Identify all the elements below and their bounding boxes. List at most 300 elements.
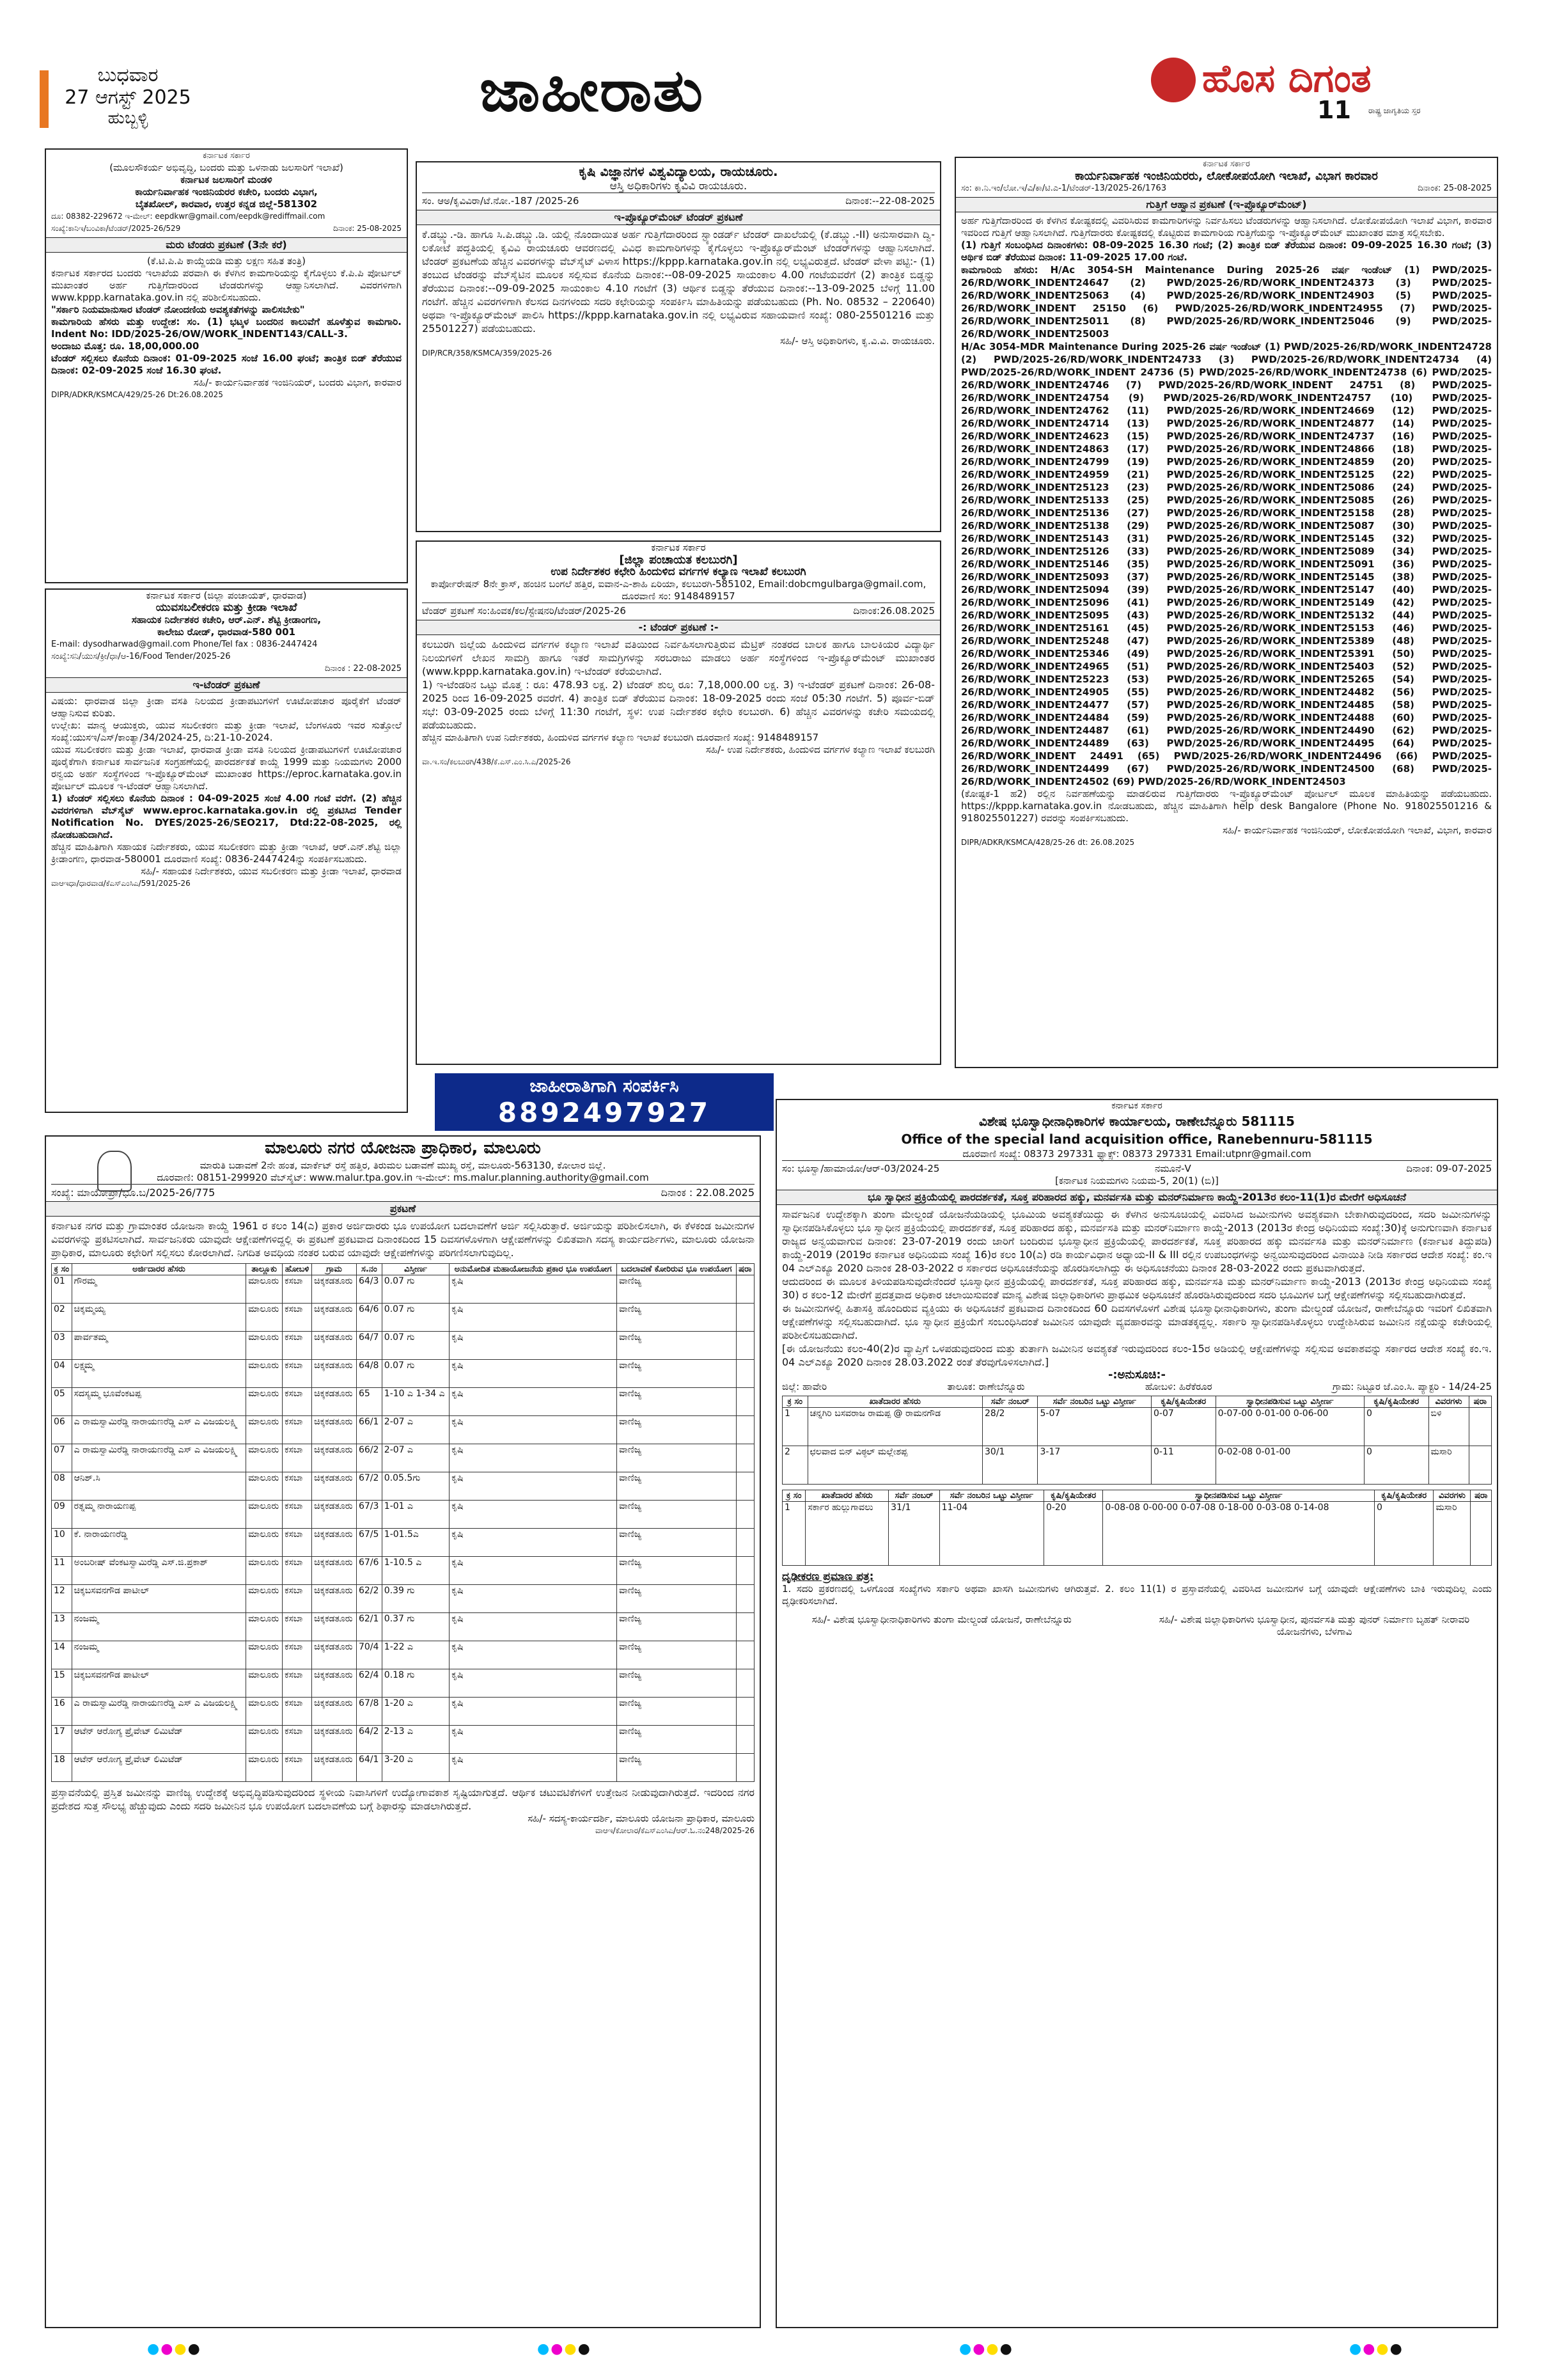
table-cell: [736, 1641, 754, 1669]
table-cell: [736, 1698, 754, 1726]
ad-ref-row: [422, 193, 935, 207]
registration-marks-center: ●●●●: [537, 2341, 591, 2357]
column-header: ಷರಾ: [736, 1264, 754, 1275]
ad-date: ದಿನಾಂಕ: 25-08-2025: [1418, 184, 1492, 193]
page-number: 11: [1317, 96, 1351, 124]
table-cell: 62/2: [356, 1585, 382, 1613]
column-header: ಅನುಮೋದಿತ ಮಹಾಯೋಜನೆಯ ಪ್ರಕಾರ ಭೂ ಉಪಯೋಗ: [450, 1264, 617, 1275]
table-cell: ಕಸಬಾ: [283, 1444, 312, 1472]
ad-date: ದಿನಾಂಕ:26.08.2025: [853, 605, 935, 617]
table-cell: ಚಿಕ್ಕಕಡತೂರು: [312, 1388, 357, 1416]
column-header: ಸರ್ವೆ ನಂಬರಿನ ಒಟ್ಟು ವಿಸ್ತೀರ್ಣ: [1038, 1396, 1152, 1408]
table-cell: [736, 1275, 754, 1304]
table-cell: 12: [52, 1585, 72, 1613]
table-cell: ಕಸಬಾ: [283, 1332, 312, 1360]
table-cell: [1469, 1446, 1491, 1485]
table-cell: ಸರ್ಕಾರ ಹುಲ್ಲುಗಾವಲು: [806, 1502, 889, 1566]
table-cell: 11: [52, 1557, 72, 1585]
table-cell: [736, 1501, 754, 1529]
table-cell: 01: [52, 1275, 72, 1304]
table-cell: ಚಿಕ್ಕಕಡತೂರು: [312, 1304, 357, 1332]
ad-note: (ಕೋಷ್ಟಕ-1 ಹ2) ರಲ್ಲಿನ ನಿರ್ವಹಣೆಯನ್ನು ಮಾಡಲಿರುವ ಗುತ್ತಿಗೆದಾರರು ಇ-ಪ್ರೊಕ್ಯೂರ್‌ಮೆಂಟ್ ಪೋರ್ಟಲ್ ಮೂಲಕ ಮಾಹಿತಿಯನ್ನು ಪಡೆಯಬಹುದು. https://kppp.karnataka.gov.in ನೋಡಬಹುದು, ಹೆಚ್ಚಿನ ಮಾಹಿತಿಗಾಗಿ help desk Bangalore (Phone No. 918025501216 & 918025501227) ರವರನ್ನು ಸಂಪರ್ಕಿಸಬಹುದು.: [961, 788, 1492, 824]
column-header: ಕೃಷಿ/ಕೃಷಿಯೇತರ: [1152, 1396, 1216, 1408]
table-cell: ಕೃಷಿ: [450, 1388, 617, 1416]
table-row: [52, 1641, 755, 1669]
ad-indent-list-1: ಕಾಮಗಾರಿಯ ಹೆಸರು: H/Ac 3054-SH Maintenance During 2025-26 ವರ್ಷ ಇಂಡೆಂಟ್ (1) PWD/2025-26/RD/WORK_INDENT24647 (2) PWD/2025-26/RD/WORK_INDENT24373 (3) PWD/2025-26/RD/WORK_INDENT25063 (4) PWD/2025-26/RD/WORK_INDENT24903 (5) PWD/2025-26/RD/WORK_INDENT 25150 (6) PWD/2025-26/RD/WORK_INDENT24955 (7) PWD/2025-26/RD/WORK_INDENT25011 (8) PWD/2025-26/RD/WORK_INDENT25046 (9) PWD/2025-26/RD/WORK_INDENT25003: [961, 264, 1492, 340]
ad-board: ಕರ್ನಾಟಕ ಜಲಸಾರಿಗೆ ಮಂಡಳಿ: [180, 174, 272, 185]
table-cell: ಚಿಕ್ಕಕಡತೂರು: [312, 1529, 357, 1557]
cert-title: ದೃಢೀಕರಣ ಪ್ರಮಾಣ ಪತ್ರ:: [782, 1570, 874, 1583]
table-cell: 64/6: [356, 1304, 382, 1332]
table-cell: 06: [52, 1416, 72, 1444]
table-cell: 3-20 ಎ: [382, 1754, 449, 1782]
hobli: ಹೋಬಳಿ: ಹಿರೆಕೆರೂರ: [1145, 1381, 1212, 1392]
table-cell: ಚಿಕ್ಕಮ್ಮಯ್ಯ: [72, 1304, 246, 1332]
table-cell: ಚಿಕ್ಕಕಡತೂರು: [312, 1698, 357, 1726]
table-cell: 67/8: [356, 1698, 382, 1726]
table-cell: ಕಸಬಾ: [283, 1304, 312, 1332]
table-cell: 0.07 ಗು: [382, 1275, 449, 1304]
table-cell: [736, 1613, 754, 1641]
ad-address: ಬೈತಖೋಲ್, ಕಾರವಾರ, ಉತ್ತರ ಕನ್ನಡ ಜಿಲ್ಲೆ-581302: [135, 198, 318, 210]
logo-emblem-icon: [1151, 58, 1196, 102]
table-cell: ಮಾಲೂರು: [246, 1332, 283, 1360]
ad-gov: ಕರ್ನಾಟಕ ಸರ್ಕಾರ: [1203, 159, 1250, 169]
table-cell: 0.37 ಗು: [382, 1613, 449, 1641]
column-header: ಸ್ವಾಧೀನಪಡಿಸುವ ಒಟ್ಟು ವಿಸ್ತೀರ್ಣ: [1216, 1396, 1364, 1408]
table-cell: [736, 1529, 754, 1557]
table-cell: ಕೃಷಿ: [450, 1304, 617, 1332]
column-header: ಸರ್ವೆ ನಂಬರಿನ ಒಟ್ಟು ವಿಸ್ತೀರ್ಣ: [939, 1490, 1044, 1502]
ad-subtitle: ಪ್ರಕಟಣೆ: [46, 1201, 760, 1217]
ad-dip-code: DIP/RCR/358/KSMCA/359/2025-26: [422, 349, 552, 358]
table-cell: 1: [783, 1502, 806, 1566]
table-cell: ಮಾಲೂರು: [246, 1501, 283, 1529]
table-cell: ಮಾಲೂರು: [246, 1416, 283, 1444]
ad-bcw-tender: [416, 540, 941, 1065]
ad-body-1: ಸಾರ್ವಜನಿಕ ಉದ್ದೇಶಕ್ಕಾಗಿ ತುಂಗಾ ಮೇಲ್ದಂಡೆ ಯೋಜನೆಯಡಿಯಲ್ಲಿ ಭೂಮಿಯ ಅವಶ್ಯಕತೆಯಿದ್ದು ಈ ಕೆಳಗಿನ ಅನುಸೂಚಿಯಲ್ಲಿ ವಿವರಿಸಿದ ಜಮೀನುಗಳು ಅವಶ್ಯಕವಾಗಿ ಬೇಕಾಗಿರುವುದರಿಂದ, ಸದರಿ ಜಮೀನುಗಳನ್ನು ಸ್ವಾಧೀನಪಡಿಸಿಕೊಳ್ಳಲು ಭೂ ಸ್ವಾಧೀನ ಪ್ರಕ್ರಿಯೆಯಲ್ಲಿ ಪಾರದರ್ಶಕತೆ, ಸೂಕ್ತ ಪರಿಹಾರದ ಹಕ್ಕು, ಮನರ್ವಸತಿ ಮತ್ತು ಮನರ್‌ನಿರ್ಮಾಣ ಕಾಯ್ದೆ-2013 (2013ರ ಕೇಂದ್ರ ಅಧಿನಿಯಮ ಸಂಖ್ಯೆ:30)ಕ್ಕೆ ಅನುಗುಣವಾಗಿ ಕರ್ನಾಟಕ ರಾಜ್ಯದ ಅನ್ವಯವಾಗುವ ದಿನಾಂಕ: 23-07-2019 ರಂದು ಜಾರಿಗೆ ಬಂದಿರುವ ಭೂಸ್ವಾಧೀನ ಪ್ರಕ್ರಿಯೆಯಲ್ಲಿ ಪಾರದರ್ಶಕತೆ, ಸೂಕ್ತ ಪರಿಹಾರದ ಹಕ್ಕು ಮನರ್ವಸತಿ ಮತ್ತು ಮನರ್‌ನಿರ್ಮಾಣ (ಕರ್ನಾಟಕ ತಿದ್ದುಪಡಿ) ಕಾಯ್ದೆ-2019 (2019ರ ಕರ್ನಾಟಕ ಅಧಿನಿಯಮ ಸಂಖ್ಯೆ 16)ರ ಕಲಂ 10(ಎ) ರಡಿ ಕಾರ್ಯವಿಧಾನ ಅಧ್ಯಾಯ-II & III ರಲ್ಲಿನ ಉಪಬಂಧಗಳನ್ನು ಅನ್ವಯಿಸುವುದರಿಂದ ವಿನಾಯಿತಿ ನೀಡಿ ಸರ್ಕಾರದ ಆದೇಶ ಸಂಖ್ಯೆ: ಕಂ.ಇ 04 ಎಲ್ಎಕ್ಯೂ 2020 ದಿನಾಂಕ 28-03-2022 ರ ಸರ್ಕಾರದ ಅಧಿಸೂಚನೆಯನ್ನು ಹೊರಡಿಸಲಾಗಿದ್ದು ಈ ಅಧಿಸೂಚನೆಯು ದಿನಾಂಕ 28-03-2022 ರಂದು ಪ್ರಕಟವಾಗಿರುತ್ತದೆ.: [782, 1208, 1492, 1274]
table-cell: 64/3: [356, 1275, 382, 1304]
column-header: ಕೃಷಿ/ಕೃಷಿಯೇತರ: [1044, 1490, 1102, 1502]
table-cell: ವಾಣಿಜ್ಯ: [617, 1275, 737, 1304]
table-cell: ಕೃಷಿ: [450, 1641, 617, 1669]
table-cell: ಕಸಬಾ: [283, 1501, 312, 1529]
ad-footer: ಪ್ರಸ್ತಾವನೆಯಲ್ಲಿ ಪ್ರಸ್ತಿತ ಜಮೀನನ್ನು ವಾಣಿಜ್ಯ ಉದ್ದೇಶಕ್ಕೆ ಅಭಿವೃದ್ಧಿಪಡಿಸುವುದರಿಂದ ಸ್ಥಳೀಯ ನಿವಾಸಿಗಳಿಗೆ ಉದ್ಯೋಗಾವಕಾಶ ಸೃಷ್ಟಿಯಾಗುತ್ತದೆ. ಆರ್ಥಿಕ ಚಟುವಟಿಕೆಗಳಿಗೆ ಉತ್ತೇಜನ ನೀಡುವುದಾಗಿರುತ್ತದೆ. ಇದರಿಂದ ನಗರ ಪ್ರದೇಶದ ಸುತ್ತ ಸೌಲಭ್ಯ ಹೆಚ್ಚುವುದು ಎಂದು ಸದರಿ ಜಮೀನಿನ ಭೂ ಉಪಯೋಗ ಬದಲಾವಣೆಯ ಬಗ್ಗೆ ಶಿಫಾರಸ್ಸು ಮಾಡಲಾಗಿರುತ್ತದೆ.: [51, 1786, 755, 1812]
ad-body: ಕಲಬುರಗಿ ಜಿಲ್ಲೆಯ ಹಿಂದುಳಿದ ವರ್ಗಗಳ ಕಲ್ಯಾಣ ಇಲಾಖೆ ವತಿಯಿಂದ ನಿರ್ವಹಿಸಲಾಗುತ್ತಿರುವ ಮೆಟ್ರಿಕ್ ನಂತರದ ಬಾಲಕ ಹಾಗೂ ಬಾಲಕಿಯರ ವಿದ್ಯಾರ್ಥಿ ನಿಲಯಗಳಿಗೆ ಲೇಖನ ಸಾಮಗ್ರಿ ಹಾಗೂ ಇತರೆ ಸಾಮಗ್ರಿಗಳನ್ನು ಸರಬರಾಜು ಮಾಡಲು ಅರ್ಹ ಸಂಸ್ಥೆಗಳಿಂದ ಇ-ಪ್ರೊಕ್ಯೂರ್‌ಮೆಂಟ್ ಮುಖಾಂತರ (www.kppp.karnataka.gov.in) ಇ-ಟೆಂಡರ್ ಕರೆಯಲಾಗಿದೆ.: [422, 638, 935, 677]
band-phone-number: 8892497927: [497, 1097, 711, 1128]
table-cell: 3-17: [1038, 1446, 1152, 1485]
table-cell: ವಾಣಿಜ್ಯ: [617, 1613, 737, 1641]
table-cell: 62/4: [356, 1669, 382, 1698]
table-cell: [736, 1416, 754, 1444]
ad-office: ಕಾರ್ಯನಿರ್ವಾಹಕ ಇಂಜಿನಿಯರರ ಕಚೇರಿ, ಬಂದರು ವಿಭಾಗ,: [135, 186, 318, 198]
schedule-title: -:ಅನುಸೂಚಿ:-: [1107, 1368, 1166, 1382]
ad-ref: ಸಂಖ್ಯೆ:ಸನಿ/ಯುಸ/ಕ್ರೀ/ಧಾ/ಆ-16/Food Tender/2025-26: [51, 652, 231, 661]
ad-land-acquisition: [776, 1099, 1498, 2328]
table-cell: ಎ ರಾಮಸ್ವಾಮಿರೆಡ್ಡಿ ನಾರಾಯಣರೆಡ್ಡಿ ಎಸ್ ಎ ವಿಜಯಲಕ್ಷ್ಮಿ: [72, 1444, 246, 1472]
table-cell: ಕೃಷಿ: [450, 1444, 617, 1472]
table-cell: ನಂಜಮ್ಮ: [72, 1641, 246, 1669]
table-cell: 0.39 ಗು: [382, 1585, 449, 1613]
ad-body: ಕರ್ನಾಟಕ ಸರ್ಕಾರದ ಬಂದರು ಇಲಾಖೆಯ ಪರವಾಗಿ ಈ ಕೆಳಗಿನ ಕಾಮಗಾರಿಯನ್ನು ಕೈಗೊಳ್ಳಲು ಕೆ.ಪಿ.ಪಿ ಪೋರ್ಟಲ್ ಮುಖಾಂತರ ಅರ್ಹ ಗುತ್ತಿಗೆದಾರರಿಂದ ಟೆಂಡರುಗಳನ್ನು ಆಹ್ವಾನಿಸಲಾಗಿದೆ. ವಿವರಗಳಿಗಾಗಿ www.kppp.karnataka.gov.in ನಲ್ಲಿ ಪರಿಶೀಲಿಸಬಹುದು.: [51, 267, 402, 303]
ad-body-quote: "ಸರ್ಕಾರಿ ನಿಯಮಾನುಸಾರ ಟೆಂಡರ್ ನೋಂದಣಿಯ ಅವಶ್ಯಕತೆಗಳನ್ನು ಪಾಲಿಸಬೇಕು": [51, 304, 305, 315]
table-row: [783, 1446, 1492, 1485]
ad-signature: ಸಹಿ/- ಕಾರ್ಯನಿರ್ವಾಹಕ ಇಂಜಿನಿಯರ್, ಬಂದರು ವಿಭಾಗ, ಕಾರವಾರ: [193, 377, 402, 388]
table-cell: ಮಾಲೂರು: [246, 1698, 283, 1726]
ad-ref: ಟೆಂಡರ್ ಪ್ರಕಟಣೆ ಸಂ:ಹಿಂವಕ/ಕಲ/ಸ್ಟೇಷನರಿ/ಟೆಂಡರ್/2025-26: [422, 605, 626, 617]
table-cell: ಕೆ. ನಾರಾಯಣರೆಡ್ಡಿ: [72, 1529, 246, 1557]
ad-title: ಇ-ಟೆಂಡರ್ ಪ್ರಕಟಣೆ: [46, 677, 407, 693]
table-cell: ಚಿಕ್ಕಕಡತೂರು: [312, 1501, 357, 1529]
table-cell: ರತ್ನಮ್ಮ ನಾರಾಯಣಪ್ಪ: [72, 1501, 246, 1529]
table-cell: [736, 1557, 754, 1585]
ad-points: 1) ಇ-ಟೆಂಡರಿನ ಒಟ್ಟು ಮೊತ್ತ : ರೂ: 478.93 ಲಕ್ಷ. 2) ಟೆಂಡರ್ ಶುಲ್ಕ ರೂ: 7,18,000.00 ಲಕ್ಷ. 3) ಇ-ಟೆಂಡರ್ ಪ್ರಕಟಣೆ ದಿನಾಂಕ: 26-08-2025 ರಿಂದ 16-09-2025 ರವರೆಗೆ. 4) ತಾಂತ್ರಿಕ ಬಿಡ್ ತೆರೆಯುವ ದಿನಾಂಕ: 18-09-2025 ರಂದು ಸಂಜೆ 05:30 ಗಂಟೆಗೆ. 5) ಪೂರ್ವ-ಬಿಡ್ ಸಭೆ: 03-09-2025 ರಂದು ಬೆಳಿಗ್ಗೆ 11:30 ಗಂಟೆಗೆ, ಸ್ಥಳ: ಉಪ ನಿರ್ದೇಶಕರ ಕಛೇರಿ ಕಲಬುರಗಿ. 6) ಹೆಚ್ಚಿನ ವಿವರಗಳನ್ನು ಕಚೇರಿ ಸಮಯದಲ್ಲಿ ಪಡೆಯಬಹುದು.: [422, 679, 935, 731]
schedule-table-1: [782, 1396, 1492, 1485]
ad-gov: ಕರ್ನಾಟಕ ಸರ್ಕಾರ: [203, 151, 250, 161]
table-cell: ಕಸಬಾ: [283, 1275, 312, 1304]
table-row: [783, 1408, 1492, 1446]
table-cell: ಕೃಷಿ: [450, 1613, 617, 1641]
table-cell: ಅಂಬರೀಷ್ ವೆಂಕಟಸ್ವಾಮಿರೆಡ್ಡಿ ಎಸ್.ಜಿ.ಪ್ರಕಾಶ್: [72, 1557, 246, 1585]
table-cell: ಚಿಕ್ಕಕಡತೂರು: [312, 1275, 357, 1304]
table-cell: ಚಿಕ್ಕಕಡತೂರು: [312, 1332, 357, 1360]
table-cell: 65: [356, 1388, 382, 1416]
table-cell: 0-07: [1152, 1408, 1216, 1446]
issue-date: 27 ಆಗಸ್ಟ್ 2025: [65, 86, 191, 109]
table-cell: ಸದಸ್ಯಮ್ಮ ಭೂವೆಂಕಟಪ್ಪ: [72, 1388, 246, 1416]
table-cell: 31/1: [889, 1502, 940, 1566]
table-cell: 2-07 ಎ: [382, 1416, 449, 1444]
ad-ref-row: [51, 1184, 755, 1199]
ad-amount: ಅಂದಾಜು ಮೊತ್ತ: ರೂ. 18,00,000.00: [51, 340, 199, 352]
ad-points: 1) ಟೆಂಡರ್ ಸಲ್ಲಿಸಲು ಕೊನೆಯ ದಿನಾಂಕ : 04-09-2025 ಸಂಜೆ 4.00 ಗಂಟೆ ವರೆಗೆ. (2) ಹೆಚ್ಚಿನ ವಿವರಗಳಿಗಾಗಿ ವೆಬ್‌ಸೈಟ್ www.eproc.karnataka.gov.in ರಲ್ಲಿ ಪ್ರಕಟಿಸಿದ Tender Notification No. DYES/2025-26/SEO217, Dtd:22-08-2025, ರಲ್ಲಿ ನೋಡಬಹುದಾಗಿದೆ.: [51, 792, 402, 840]
ad-schedule: (1) ಗುತ್ತಿಗೆ ಸಂಬಂಧಿಸಿದ ದಿನಾಂಕಗಳು: 08-09-2025 16.30 ಗಂಟೆ; (2) ತಾಂತ್ರಿಕ ಬಿಡ್ ತೆರೆಯುವ ದಿನಾಂಕ: 09-09-2025 16.30 ಗಂಟೆ; (3) ಆರ್ಥಿಕ ಬಿಡ್ ತೆರೆಯುವ ದಿನಾಂಕ: 11-09-2025 17.00 ಗಂಟೆ.: [961, 239, 1492, 263]
table-cell: 05: [52, 1388, 72, 1416]
ad-contact: ದೂರವಾಣಿ: 08151-299920 ವೆಬ್‌ಸೈಟ್: www.malur.tpa.gov.in ಇ-ಮೇಲ್: ms.malur.planning.authority@gmail.com: [157, 1172, 649, 1183]
column-header: ಸರ್ವೆ ನಂಬರ್: [983, 1396, 1038, 1408]
ad-dept: ಯುವಸಬಲೀಕರಣ ಮತ್ತು ಕ್ರೀಡಾ ಇಲಾಖೆ: [155, 601, 297, 614]
table-cell: ಕಸಬಾ: [283, 1388, 312, 1416]
table-row: [52, 1332, 755, 1360]
ad-date: ದಿನಾಂಕ:--22-08-2025: [845, 195, 935, 207]
taluk: ತಾಲೂಕ: ರಾಣೇಬೆನ್ನೂರು: [947, 1381, 1025, 1392]
ad-title: ಗುತ್ತಿಗೆ ಆಹ್ವಾನ ಪ್ರಕಟಣೆ (ಇ-ಪ್ರೊಕ್ಯೂರ್‌ಮೆಂಟ್): [956, 197, 1497, 212]
table-cell: ಮಾಲೂರು: [246, 1275, 283, 1304]
ad-subtitle2: (ಕೆ.ಟಿ.ಪಿ.ಪಿ ಕಾಯ್ದೆಯಡಿ ಮತ್ತು ಲಕ್ಷಣ ಸಹಿತ ತಂತ್ರಿ): [147, 255, 306, 267]
ad-signature: ಸಹಿ/- ಸಹಾಯಕ ನಿರ್ದೇಶಕರು, ಯುವ ಸಬಲೀಕರಣ ಮತ್ತು ಕ್ರೀಡಾ ಇಲಾಖೆ, ಧಾರವಾಡ: [141, 865, 402, 877]
column-header: ಕೃಷಿ/ಕೃಷಿಯೇತರ: [1374, 1490, 1433, 1502]
ad-body: ಕೆ.ಡಬ್ಲ್ಯು.-ಡಿ. ಹಾಗೂ ಸಿ.ಪಿ.ಡಬ್ಲ್ಯು.ಡಿ. ಯಲ್ಲಿ ನೊಂದಾಯಿತ ಅರ್ಹ ಗುತ್ತಿಗೆದಾರರಿಂದ ಸ್ಟ್ಯಾಂಡರ್ಡ್ ಟೆಂಡರ್ ದಾಖಲೆಯಲ್ಲಿ (ಕೆ.ಡಬ್ಲ್ಯು.-II) ಅನುಸಾರವಾಗಿ ದ್ವಿ-ಲಕೋಟೆ ಪದ್ಧತಿಯಲ್ಲಿ ಕೃವಿವಿ ರಾಯಚೂರು ಆವರಣದಲ್ಲಿ ವಿವಿಧ ಕಾಮಗಾರಿಗಳನ್ನು ಕೈಗೊಳ್ಳಲು ಇ-ಪ್ರೊಕ್ಯೂರ್‌ಮೆಂಟ್ ಟೆಂಡರ್‌ಗಳನ್ನು ಆಹ್ವಾನಿಸಲಾಗಿದೆ. ಟೆಂಡರ್ ಪ್ರಕಟಣೆಯ ಹೆಚ್ಚಿನ ವಿವರಗಳನ್ನು ವೆಬ್‌ಸೈಟ್ ವಿಳಾಸ https://kppp.karnataka.gov.in ನಲ್ಲಿ ಲಭ್ಯವಿರುತ್ತದೆ. ಟೆಂಡರ್ ವೇಳಾ ಪಟ್ಟಿ:- (1) ತಂಬುದ ಟೆಂಡರನ್ನು ವೆಬ್‌ಸೈಟಿನ ಮೂಲಕ ಸಲ್ಲಿಸುವ ಕೊನೆಯ ದಿನಾಂಕ:--08-09-2025 ಸಾಯಂಕಾಲ 4.00 ಗಂಟೆಯವರೆಗೆ (2) ತಾಂತ್ರಿಕ ಬಿಡ್ಡನ್ನು ತೆರೆಯುವ ದಿನಾಂಕ:--09-09-2025 ಸಾಯಂಕಾಲ 4.10 ಗಂಟೆಗೆ (3) ಆರ್ಥಿಕ ಬಿಡ್ಡನ್ನು ತೆರೆಯುವ ದಿನಾಂಕ:--13-09-2025 ಬೆಳಿಗ್ಗೆ 11.00 ಗಂಟೆಗೆ. ಹೆಚ್ಚಿನ ವಿವರಗಳಿಗಾಗಿ ಕೆಲಸದ ದಿನಗಳಂದು ಸದರಿ ಕಛೇರಿಯನ್ನು ಸಂಪರ್ಕಿಸಿ ಮಾಹಿತಿಯನ್ನು ಪಡೆಯಬಹುದು (Ph. No. 08532 – 220640) ಅಥವಾ ಇ-ಪ್ರೊಕ್ಯೂರ್‌ಮೆಂಟ್ ಪಾಲಿಸಿ https://kppp.karnataka.gov.in ನಲ್ಲಿ ಲಭ್ಯವಿರುವ ಸಹಾಯವಾಣಿ ಸಂಖ್ಯೆ: 080-25501216 ಮತ್ತು 25501227) ಪಡೆಯಬಹುದು.: [422, 228, 935, 335]
column-header: ಕ್ರ ಸಂ: [783, 1490, 806, 1502]
table-cell: ಚಿಕ್ಕಕಡತೂರು: [312, 1360, 357, 1388]
table-cell: [1471, 1502, 1492, 1566]
column-header: ವಿಸ್ತೀರ್ಣ: [382, 1264, 449, 1275]
ad-dip-code: ವಾ.ಇ.ಸಂ/ಕಲಬುರಗಿ/438/ಕೆ.ಎಸ್.ಎಂ.ಸಿ.ಎ/2025-26: [422, 757, 571, 766]
ad-ref-row: [782, 1160, 1492, 1175]
left-orange-bar: [40, 70, 49, 128]
table-cell: ಕೃಷಿ: [450, 1416, 617, 1444]
table-cell: ಮಾಲೂರು: [246, 1444, 283, 1472]
schedule-table-2: [782, 1490, 1492, 1566]
ad-port-tender: [45, 148, 408, 583]
table-cell: ಕೃಷಿ: [450, 1754, 617, 1782]
table-cell: ಛಲವಾದ ಬಿನ್ ವಿಠ್ಠಲ್ ಮಲ್ಲೇಶಪ್ಪ: [808, 1446, 982, 1485]
table-row: [52, 1501, 755, 1529]
signature-left: ಸಹಿ/- ವಿಶೇಷ ಭೂಸ್ವಾಧೀನಾಧಿಕಾರಿಗಳು ತುಂಗಾ ಮೇಲ್ದಂಡೆ ಯೋಜನೆ, ರಾಣೇಬೆನ್ನೂರು: [811, 1614, 1072, 1625]
table-cell: ಕೃಷಿ: [450, 1275, 617, 1304]
table-cell: 2-07 ಎ: [382, 1444, 449, 1472]
ad-rule: [ಕರ್ನಾಟಕ ನಿಯಮಗಳು ನಿಯಮ-5, 20(1) (ಬಿ)]: [1055, 1175, 1219, 1186]
table-cell: ಕೃಷಿ: [450, 1360, 617, 1388]
table-cell: ವಾಣಿಜ್ಯ: [617, 1585, 737, 1613]
table-cell: ಎ ರಾಮಸ್ವಾಮಿರೆಡ್ಡಿ ನಾರಾಯಣರೆಡ್ಡಿ ಎಸ್ ಎ ವಿಜಯಲಕ್ಷ್ಮಿ: [72, 1698, 246, 1726]
cert-body: 1. ಸದರಿ ಪ್ರಕರಣದಲ್ಲಿ ಒಳಗೊಂಡ ಸಂಖ್ಯೆಗಳು ಸರ್ಕಾರಿ ಅಥವಾ ಖಾಸಗಿ ಜಮೀನುಗಳು ಆಗಿರುತ್ತವೆ. 2. ಕಲಂ 11(1) ರ ಪ್ರಸ್ತಾವನೆಯಲ್ಲಿ ವಿವರಿಸಿದ ಜಮೀನುಗಳ ಬಗ್ಗೆ ಯಾವುದೇ ಆಕ್ಷೇಪಣೆಗಳು ಬಾಕಿ ಇರುವುದಿಲ್ಲ ಎಂದು ದೃಢೀಕರಿಸಲಾಗಿದೆ.: [782, 1583, 1492, 1607]
table-cell: ಮಾಲೂರು: [246, 1726, 283, 1754]
table-cell: ಆಟೆನ್ ಆರೋಗ್ಯ ಪ್ರೈವೇಟ್ ಲಿಮಿಟೆಡ್: [72, 1754, 246, 1782]
table-cell: ಚಿಕ್ಕಕಡತೂರು: [312, 1669, 357, 1698]
table-cell: [736, 1726, 754, 1754]
table-cell: ವಾಣಿಜ್ಯ: [617, 1529, 737, 1557]
table-cell: 0-07-00 0-01-00 0-06-00: [1216, 1408, 1364, 1446]
table-cell: 70/4: [356, 1641, 382, 1669]
table-cell: ಚಿಕ್ಕಕಡತೂರು: [312, 1416, 357, 1444]
table-cell: ವಾಣಿಜ್ಯ: [617, 1416, 737, 1444]
table-cell: ಕೃಷಿ: [450, 1332, 617, 1360]
table-cell: 0-08-08 0-00-00 0-07-08 0-18-00 0-03-08 0-14-08: [1103, 1502, 1375, 1566]
registration-marks-right: ●●●●: [1349, 2341, 1404, 2357]
table-cell: [736, 1585, 754, 1613]
table-cell: ಕಸಬಾ: [283, 1416, 312, 1444]
ad-contact: E-mail: dysodharwad@gmail.com Phone/Tel fax : 0836-2447424: [51, 640, 318, 649]
table-cell: 10: [52, 1529, 72, 1557]
table-row: [52, 1360, 755, 1388]
table-cell: ವಾಣಿಜ್ಯ: [617, 1669, 737, 1698]
ad-dip-code: DIPR/ADKR/KSMCA/429/25-26 Dt:26.08.2025: [51, 390, 223, 399]
table-cell: ಮಸಾರಿ: [1428, 1446, 1469, 1485]
ad-ref: ಸಂ: ಕಾ.ನಿ.ಇಂ/ಲೋ.ಇ/ವಿ/ಕಾ/ಟಿ.ಎ-1/ಟೆಂಡರ್-13/2025-26/1763: [961, 184, 1167, 193]
table-cell: ಎ ರಾಮಸ್ವಾಮಿರೆಡ್ಡಿ ನಾರಾಯಣರೆಡ್ಡಿ ಎಸ್ ಎ ವಿಜಯಲಕ್ಷ್ಮಿ: [72, 1416, 246, 1444]
table-cell: ಗೌರಮ್ಮ: [72, 1275, 246, 1304]
ad-malur-planning: [45, 1135, 761, 2328]
table-cell: ಬಿಳಿ: [1428, 1408, 1469, 1446]
ad-agri-univ-tender: [416, 161, 941, 532]
table-cell: ಮಾಲೂರು: [246, 1669, 283, 1698]
ad-title: ಭೂ ಸ್ವಾಧೀನ ಪ್ರಕ್ರಿಯೆಯಲ್ಲಿ ಪಾರದರ್ಶಕತೆ, ಸೂಕ್ತ ಪರಿಹಾರದ ಹಕ್ಕು, ಮನರ್ವಸತಿ ಮತ್ತು ಮನರ್‌ನಿರ್ಮಾಣ ಕಾಯ್ದೆ-2013ರ ಕಲಂ-11(1)ರ ಮೇರೆಗೆ ಅಧಿಸೂಚನೆ: [777, 1190, 1497, 1205]
table-cell: ವಾಣಿಜ್ಯ: [617, 1304, 737, 1332]
table-cell: [736, 1669, 754, 1698]
ad-gov: ಕರ್ನಾಟಕ ಸರ್ಕಾರ (ಜಿಲ್ಲಾ ಪಂಚಾಯತ್, ಧಾರವಾಡ): [146, 590, 307, 601]
table-cell: 17: [52, 1726, 72, 1754]
ad-title: ಮಾಲೂರು ನಗರ ಯೋಜನಾ ಪ್ರಾಧಿಕಾರ, ಮಾಲೂರು: [265, 1139, 541, 1158]
ad-title: ಇ-ಪ್ರೊಕ್ಯೂರ್‌ಮೆಂಟ್ ಟೆಂಡರ್ ಪ್ರಕಟಣೆ: [417, 210, 940, 225]
table-cell: 0: [1374, 1502, 1433, 1566]
table-cell: ಆನಿಶ್.ಸಿ: [72, 1472, 246, 1501]
ad-title: -: ಟೆಂಡರ್ ಪ್ರಕಟಣೆ :-: [417, 620, 940, 635]
table-cell: ಚಿಕ್ಕಕಡತೂರು: [312, 1726, 357, 1754]
ad-note: [ಈ ಯೋಜನೆಯು ಕಲಂ-40(2)ರ ವ್ಯಾಪ್ತಿಗೆ ಒಳಪಡುವುದರಿಂದ ಮತ್ತು ತುರ್ತಾಗಿ ಜಮೀನಿನ ಅವಶ್ಯಕತೆ ಇರುವುದರಿಂದ ಕಲಂ-15ರ ಅಡಿಯಲ್ಲಿ ಆಕ್ಷೇಪಣೆಗಳನ್ನು ಸಲ್ಲಿಸುವ ಅವಕಾಶವನ್ನು ಸರ್ಕಾರದ ಆದೇಶ ಸಂಖ್ಯೆ ಕಂ.ಇ. 04 ಎಲ್ಎಕ್ಯೂ 2020 ದಿನಾಂಕ 28.03.2022 ರಂತೆ ತೆರವುಗೊಳಿಸಲಾಗಿದೆ.]: [782, 1343, 1492, 1368]
column-header: ಕೃಷಿ/ಕೃಷಿಯೇತರ: [1364, 1396, 1428, 1408]
table-cell: [736, 1754, 754, 1782]
ad-signature: ಸಹಿ/- ಸದಸ್ಯ-ಕಾರ್ಯದರ್ಶಿ, ಮಾಲೂರು ಯೋಜನಾ ಪ್ರಾಧಿಕಾರ, ಮಾಲೂರು: [528, 1813, 755, 1824]
ad-signature: ಸಹಿ/- ಕಾರ್ಯನಿರ್ವಾಹಕ ಇಂಜಿನಿಯರ್, ಲೋಕೋಪಯೋಗಿ ಇಲಾಖೆ, ವಿಭಾಗ, ಕಾರವಾರ: [1222, 824, 1492, 836]
table-row: [52, 1444, 755, 1472]
table-cell: [736, 1472, 754, 1501]
table-cell: ಮಾಲೂರು: [246, 1613, 283, 1641]
ad-title: ಮರು ಟೆಂಡರು ಪ್ರಕಟಣೆ (3ನೇ ಕರೆ): [46, 237, 407, 253]
ad-signature: ಸಹಿ/- ಆಸ್ತಿ ಅಧಿಕಾರಿಗಳು, ಕೃ.ವಿ.ವಿ. ರಾಯಚೂರು.: [780, 335, 935, 347]
village: ಗ್ರಾಮ: ನಿಟ್ಟೂರ ಜೆ.ಎಂ.ಸಿ. ಪ್ಯಾಕ್ಟರಿ - 14/24-25: [1332, 1381, 1492, 1392]
table-cell: 0: [1364, 1446, 1428, 1485]
table-cell: 0.07 ಗು: [382, 1360, 449, 1388]
table-cell: ಮಾಲೂರು: [246, 1529, 283, 1557]
table-cell: ಚಿಕ್ಕಕಡತೂರು: [312, 1613, 357, 1641]
table-cell: ಚಿಕ್ಕಕಡತೂರು: [312, 1754, 357, 1782]
column-header: ಗ್ರಾಮ: [312, 1264, 357, 1275]
table-cell: ಕೃಷಿ: [450, 1669, 617, 1698]
table-cell: ವಾಣಿಜ್ಯ: [617, 1726, 737, 1754]
edition-city: ಹುಬ್ಬಳ್ಳಿ: [107, 109, 148, 128]
table-cell: ಕೃಷಿ: [450, 1698, 617, 1726]
table-cell: ವಾಣಿಜ್ಯ: [617, 1360, 737, 1388]
table-cell: 04: [52, 1360, 72, 1388]
table-row: [52, 1698, 755, 1726]
table-cell: 1: [783, 1408, 808, 1446]
ad-gov: ಕರ್ನಾಟಕ ಸರ್ಕಾರ: [1111, 1101, 1162, 1111]
ad-ref: ಸಂ: ಭೂಸ್ವಾ/ಹಾಮಾಯೋ/ಆರ್-03/2024-25: [782, 1163, 940, 1174]
table-cell: 2: [783, 1446, 808, 1485]
table-cell: ಕಸಬಾ: [283, 1669, 312, 1698]
table-cell: 2-13 ಎ: [382, 1726, 449, 1754]
ad-ref-row: [51, 223, 402, 235]
table-cell: 1-10 ಎ 1-34 ಎ: [382, 1388, 449, 1416]
table-cell: 18: [52, 1754, 72, 1782]
ad-address: ಮಾರುತಿ ಬಡಾವಣೆ 2ನೇ ಹಂತ, ಮಾರ್ಕೆಟ್ ರಸ್ತೆ ಹತ್ತಿರ, ತಿರುಮಲ ಬಡಾವಣೆ ಮುಖ್ಯ ರಸ್ತೆ, ಮಾಲೂರು-563130, ಕೋಲಾರ ಜಿಲ್ಲೆ.: [199, 1160, 606, 1171]
column-header: ಹೋಬಳಿ: [283, 1264, 312, 1275]
table-cell: 08: [52, 1472, 72, 1501]
ad-body: ಯುವ ಸಬಲೀಕರಣ ಮತ್ತು ಕ್ರೀಡಾ ಇಲಾಖೆ, ಧಾರವಾಡ ಕ್ರೀಡಾ ವಸತಿ ನಿಲಯದ ಕ್ರೀಡಾಪಟುಗಳಿಗೆ ಊಟೋಪಚಾರ ಪೂರೈಕೆಗಾಗಿ ಕರ್ನಾಟಕ ಸಾರ್ವಜನಿಕ ಸಂಗ್ರಹಣೆಯಲ್ಲಿ ಪಾರದರ್ಶಕತೆ ಕಾಯ್ದೆ 1999 ಮತ್ತು ನಿಯಮಗಳು 2000 ರನ್ವಯ ಅರ್ಹ ಸಂಸ್ಥೆಗಳಿಂದ ಇ-ಪ್ರೊಕ್ಯೂರ್‌ಮೆಂಟ್ ಮುಖಾಂತರ https://eproc.karnataka.gov.in ಪೋರ್ಟಲ್ ಮೂಲಕ ಇ-ಟೆಂಡರ್ ಆಹ್ವಾನಿಸಲಾಗಿದೆ.: [51, 744, 402, 792]
ad-date: ದಿನಾಂಕ: 09-07-2025: [1406, 1163, 1492, 1174]
table-cell: 09: [52, 1501, 72, 1529]
table-cell: 0-20: [1044, 1502, 1102, 1566]
column-header: ಷರಾ: [1469, 1396, 1491, 1408]
ad-more-info: ಹೆಚ್ಚಿನ ಮಾಹಿತಿಗಾಗಿ ಉಪ ನಿರ್ದೇಶಕರು, ಹಿಂದುಳಿದ ವರ್ಗಗಳ ಕಲ್ಯಾಣ ಇಲಾಖೆ ಕಲಬುರಗಿ ದೂರವಾಣಿ ಸಂಖ್ಯೆ: 9148489157: [422, 732, 819, 743]
table-cell: 67/3: [356, 1501, 382, 1529]
column-header: ಬದಲಾವಣೆ ಕೋರಿರುವ ಭೂ ಉಪಯೋಗ: [617, 1264, 737, 1275]
ad-more-info: ಹೆಚ್ಚಿನ ಮಾಹಿತಿಗಾಗಿ ಸಹಾಯಕ ನಿರ್ದೇಶಕರು, ಯುವ ಸಬಲೀಕರಣ ಮತ್ತು ಕ್ರೀಡಾ ಇಲಾಖೆ, ಆರ್.ಎನ್.ಶೆಟ್ಟಿ ಜಿಲ್ಲಾ ಕ್ರೀಡಾಂಗಣ, ಧಾರವಾಡ-580001 ದೂರವಾಣಿ ಸಂಖ್ಯೆ: 0836-2447424ನ್ನು ಸಂಪರ್ಕಿಸಬಹುದು.: [51, 841, 402, 865]
paper-logo: [1125, 51, 1509, 128]
table-cell: 07: [52, 1444, 72, 1472]
ad-ref: ಸಂಖ್ಯೆ: ಮಾಯೋಪ್ರಾ/ಭೂ.ಬ/2025-26/775: [51, 1186, 215, 1199]
table-cell: 5-07: [1038, 1408, 1152, 1446]
ad-sports-tender: [45, 588, 408, 1113]
ad-address: ಕಾಲೇಜು ರೋಡ್, ಧಾರವಾಡ-580 001: [157, 626, 295, 638]
table-cell: ಮಾಲೂರು: [246, 1754, 283, 1782]
band-title: ಜಾಹೀರಾತಿಗಾಗಿ ಸಂಪರ್ಕಿಸಿ: [529, 1075, 679, 1096]
table-cell: ಕೃಷಿ: [450, 1529, 617, 1557]
table-row: [52, 1472, 755, 1501]
ad-gov: ಕರ್ನಾಟಕ ಸರ್ಕಾರ: [651, 542, 706, 553]
table-cell: [736, 1388, 754, 1416]
ad-dept: [ಜಿಲ್ಲಾ ಪಂಚಾಯತ ಕಲಬುರಗಿ]: [619, 553, 738, 567]
table-cell: 1-01 ಎ: [382, 1501, 449, 1529]
table-cell: 66/1: [356, 1416, 382, 1444]
table-cell: ಮಾಲೂರು: [246, 1557, 283, 1585]
ad-signature: ಸಹಿ/- ಉಪ ನಿರ್ದೇಶಕರು, ಹಿಂದುಳಿದ ವರ್ಗಗಳ ಕಲ್ಯಾಣ ಇಲಾಖೆ ಕಲಬುರಗಿ: [705, 744, 935, 755]
ad-office: ಆಸ್ತಿ ಅಧಿಕಾರಿಗಳು ಕೃವಿವಿ ರಾಯಚೂರು.: [609, 180, 747, 193]
table-cell: [736, 1332, 754, 1360]
table-cell: ಮಾಲೂರು: [246, 1304, 283, 1332]
table-cell: 64/8: [356, 1360, 382, 1388]
table-cell: [736, 1360, 754, 1388]
table-cell: ಕೃಷಿ: [450, 1726, 617, 1754]
emblem-icon: [97, 1151, 132, 1192]
table-cell: ವಾಣಿಜ್ಯ: [617, 1332, 737, 1360]
table-cell: ಮಾಲೂರು: [246, 1641, 283, 1669]
table-cell: ಆಟೆನ್ ಆರೋಗ್ಯ ಪ್ರೈವೇಟ್ ಲಿಮಿಟೆಡ್: [72, 1726, 246, 1754]
table-cell: ಮಸಾರಿ: [1434, 1502, 1471, 1566]
page-masthead: ಜಾಹೀರಾತು: [480, 56, 705, 125]
column-header: ಷರಾ: [1471, 1490, 1492, 1502]
table-cell: 1-20 ಎ: [382, 1698, 449, 1726]
table-row: [52, 1416, 755, 1444]
table-cell: ಚಿಕ್ಕಬಸವನಗೌಡ ಪಾಟೀಲ್: [72, 1585, 246, 1613]
ad-indent-list-2: H/Ac 3054-MDR Maintenance During 2025-26 ವರ್ಷ ಇಂಡೆಂಟ್ (1) PWD/2025-26/RD/WORK_INDENT24728 (2) PWD/2025-26/RD/WORK_INDENT24733 (3) PWD/2025-26/RD/WORK_INDENT24734 (4) PWD/2025-26/RD/WORK_INDENT 24736 (5) PWD/2025-26/RD/WORK_INDENT24738 (6) PWD/2025-26/RD/WORK_INDENT24746 (7) PWD/2025-26/RD/WORK_INDENT 24751 (8) PWD/2025-26/RD/WORK_INDENT24754 (9) PWD/2025-26/RD/WORK_INDENT24757 (10) PWD/2025-26/RD/WORK_INDENT24762 (11) PWD/2025-26/RD/WORK_INDENT24669 (12) PWD/2025-26/RD/WORK_INDENT24714 (13) PWD/2025-26/RD/WORK_INDENT24877 (14) PWD/2025-26/RD/WORK_INDENT24623 (15) PWD/2025-26/RD/WORK_INDENT24737 (16) PWD/2025-26/RD/WORK_INDENT24863 (17) PWD/2025-26/RD/WORK_INDENT24866 (18) PWD/2025-26/RD/WORK_INDENT24799 (19) PWD/2025-26/RD/WORK_INDENT24859 (20) PWD/2025-26/RD/WORK_INDENT24959 (21) PWD/2025-26/RD/WORK_INDENT25125 (22) PWD/2025-26/RD/WORK_INDENT25123 (23) PWD/2025-26/RD/WORK_INDENT25086 (24) PWD/2025-26/RD/WORK_INDENT25133 (25) PWD/2025-26/RD/WORK_INDENT25085 (26) PWD/2025-26/RD/WORK_INDENT25136 (27) PWD/2025-26/RD/WORK_INDENT25158 (28) PWD/2025-26/RD/WORK_INDENT25138 (29) PWD/2025-26/RD/WORK_INDENT25087 (30) PWD/2025-26/RD/WORK_INDENT25143 (31) PWD/2025-26/RD/WORK_INDENT25145 (32) PWD/2025-26/RD/WORK_INDENT25126 (33) PWD/2025-26/RD/WORK_INDENT25089 (34) PWD/2025-26/RD/WORK_INDENT25146 (35) PWD/2025-26/RD/WORK_INDENT25091 (36) PWD/2025-26/RD/WORK_INDENT25093 (37) PWD/2025-26/RD/WORK_INDENT25145 (38) PWD/2025-26/RD/WORK_INDENT25094 (39) PWD/2025-26/RD/WORK_INDENT25147 (40) PWD/2025-26/RD/WORK_INDENT25096 (41) PWD/2025-26/RD/WORK_INDENT25149 (42) PWD/2025-26/RD/WORK_INDENT25095 (43) PWD/2025-26/RD/WORK_INDENT25132 (44) PWD/2025-26/RD/WORK_INDENT25161 (45) PWD/2025-26/RD/WORK_INDENT25153 (46) PWD/2025-26/RD/WORK_INDENT25248 (47) PWD/2025-26/RD/WORK_INDENT25389 (48) PWD/2025-26/RD/WORK_INDENT25346 (49) PWD/2025-26/RD/WORK_INDENT25391 (50) PWD/2025-26/RD/WORK_INDENT24965 (51) PWD/2025-26/RD/WORK_INDENT25403 (52) PWD/2025-26/RD/WORK_INDENT25223 (53) PWD/2025-26/RD/WORK_INDENT25265 (54) PWD/2025-26/RD/WORK_INDENT24905 (55) PWD/2025-26/RD/WORK_INDENT24482 (56) PWD/2025-26/RD/WORK_INDENT24477 (57) PWD/2025-26/RD/WORK_INDENT24485 (58) PWD/2025-26/RD/WORK_INDENT24484 (59) PWD/2025-26/RD/WORK_INDENT24488 (60) PWD/2025-26/RD/WORK_INDENT24487 (61) PWD/2025-26/RD/WORK_INDENT24490 (62) PWD/2025-26/RD/WORK_INDENT24489 (63) PWD/2025-26/RD/WORK_INDENT24495 (64) PWD/2025-26/RD/WORK_INDENT 24491 (65) PWD/2025-26/RD/WORK_INDENT24496 (66) PWD/2025-26/RD/WORK_INDENT24499 (67) PWD/2025-26/RD/WORK_INDENT24500 (68) PWD/2025-26/RD/WORK_INDENT24502 (69) PWD/2025-26/RD/WORK_INDENT24503: [961, 341, 1492, 787]
ad-office: ಸಹಾಯಕ ನಿರ್ದೇಶಕರ ಕಚೇರಿ, ಆರ್.ಎನ್. ಶೆಟ್ಟಿ ಕ್ರೀಡಾಂಗಣ,: [131, 614, 322, 626]
table-cell: 11-04: [939, 1502, 1044, 1566]
ad-office: ವಿಶೇಷ ಭೂಸ್ವಾಧೀನಾಧಿಕಾರಿಗಳ ಕಾರ್ಯಾಲಯ, ರಾಣೇಬೆನ್ನೂರು 581115: [979, 1114, 1295, 1129]
ad-body-2: ಆದುದರಿಂದ ಈ ಮೂಲಕ ತಿಳಿಯಪಡಿಸುವುದೇನೆಂದರೆ ಭೂಸ್ವಾಧೀನ ಪ್ರಕ್ರಿಯೆಯಲ್ಲಿ ಪಾರದರ್ಶಕತೆ, ಸೂಕ್ತ ಪರಿಹಾರದ ಹಕ್ಕು, ಮನರ್ವಸತಿ ಮತ್ತು ಮನರ್‌ನಿರ್ಮಾಣ ಕಾಯ್ದೆ-2013 (2013ರ ಕೇಂದ್ರ ಅಧಿನಿಯಮ ಸಂಖ್ಯೆ 30) ರ ಕಲಂ-12 ಮೇರೆಗೆ ಪ್ರದತ್ತವಾದ ಅಧಿಕಾರ ಚಲಾಯಿಸುವಂತೆ ಮಾನ್ಯ ವಿಶೇಷ ಜಿಲ್ಲಾಧಿಕಾರಿಗಳು ಪ್ರಾಥಮಿಕ ಅಧಿಸೂಚನೆ ಹೊರಡಿಸಿರುವುದರಿಂದ ಸದರಿ ಭೂಮಿಗಳ ಬಗ್ಗೆ ಆಕ್ಷೇಪಣೆಗಳನ್ನು ಸಲ್ಲಿಸಬಹುದಾಗಿರುತ್ತದೆ.: [782, 1275, 1492, 1301]
table-cell: 67/6: [356, 1557, 382, 1585]
column-header: ಕ್ರ ಸಂ: [52, 1264, 72, 1275]
table-row: [52, 1529, 755, 1557]
table-cell: 30/1: [983, 1446, 1038, 1485]
table-cell: ಚಿಕ್ಕಕಡತೂರು: [312, 1444, 357, 1472]
table-cell: 64/1: [356, 1754, 382, 1782]
column-header: ಖಾತೆದಾರರ ಹೆಸರು: [808, 1396, 982, 1408]
table-cell: ಕಸಬಾ: [283, 1529, 312, 1557]
table-cell: 0-11: [1152, 1446, 1216, 1485]
column-header: ವಿವರಗಳು: [1434, 1490, 1471, 1502]
table-cell: 0.07 ಗು: [382, 1304, 449, 1332]
table-cell: ಮಾಲೂರು: [246, 1472, 283, 1501]
column-header: ಸ್ವಾಧೀನಪಡಿಸುವ ಒಟ್ಟು ವಿಸ್ತೀರ್ಣ: [1103, 1490, 1375, 1502]
table-cell: 28/2: [983, 1408, 1038, 1446]
ad-date: ದಿನಾಂಕ : 22.08.2025: [661, 1186, 755, 1199]
paper-tagline: ರಾಷ್ಟ್ರ ಜಾಗೃತಿಯ ಸ್ತರ: [1368, 106, 1421, 115]
district: ಜಿಲ್ಲೆ: ಹಾವೇರಿ: [782, 1381, 827, 1392]
table-cell: ಚಿಕ್ಕಕಡತೂರು: [312, 1641, 357, 1669]
table-row: [52, 1669, 755, 1698]
table-cell: ವಾಣಿಜ್ಯ: [617, 1472, 737, 1501]
ad-ref: ಸಂಖ್ಯೆ:ಕಾನಿಇ/ಬಂವಿಕಾ/ಟೆಂಡರ್/2025-26/529: [51, 224, 181, 233]
table-cell: ಲಕ್ಷ್ಮಮ್ಮ: [72, 1360, 246, 1388]
ad-signatures: [782, 1614, 1492, 1638]
table-cell: 67/5: [356, 1529, 382, 1557]
table-cell: ಕಸಬಾ: [283, 1585, 312, 1613]
ad-ref-row: [961, 182, 1492, 194]
header-left-block: [38, 64, 217, 134]
table-cell: ಕಸಬಾ: [283, 1613, 312, 1641]
table-cell: ಕಸಬಾ: [283, 1641, 312, 1669]
column-header: ವಿವರಗಳು: [1428, 1396, 1469, 1408]
table-cell: 03: [52, 1332, 72, 1360]
table-cell: ಕೃಷಿ: [450, 1472, 617, 1501]
table-cell: 0-02-08 0-01-00: [1216, 1446, 1364, 1485]
table-cell: 14: [52, 1641, 72, 1669]
paper-name: ಹೊಸ ದಿಗಂತ: [1202, 56, 1372, 101]
table-cell: 0.18 ಗು: [382, 1669, 449, 1698]
table-cell: ಕಸಬಾ: [283, 1754, 312, 1782]
